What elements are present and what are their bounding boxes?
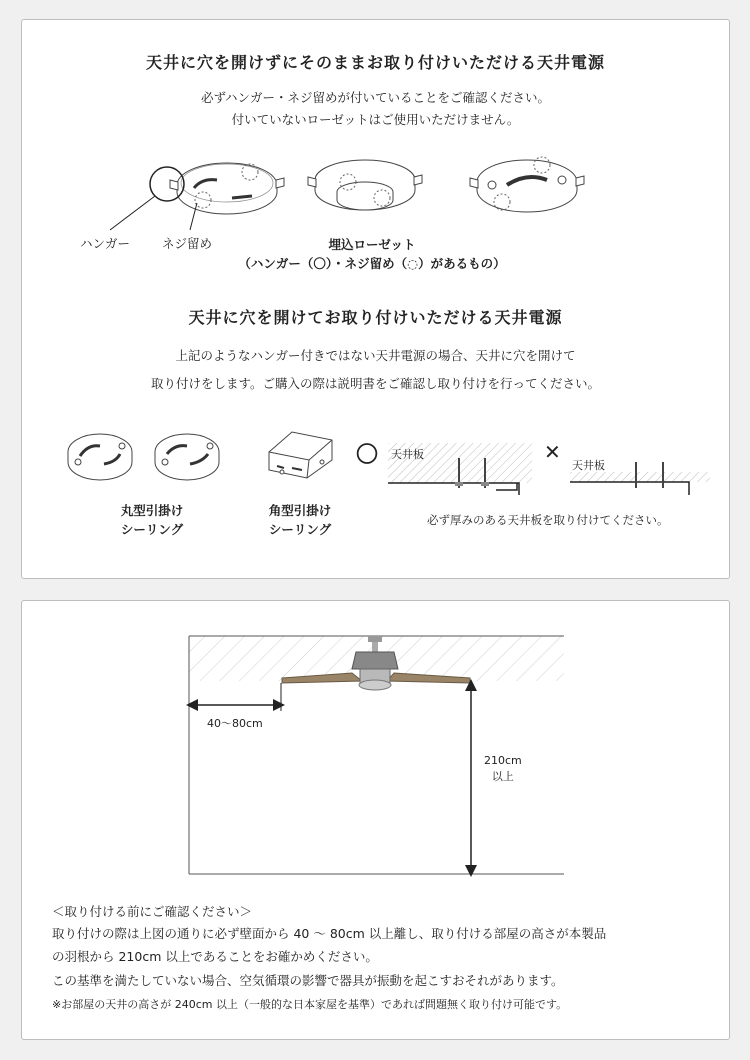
dim-height-line2: 以上 — [491, 770, 514, 783]
installation-clearance-panel — [21, 600, 730, 1040]
desc-with-hole-line2: 取り付けをします。ご購入の際は説明書をご確認し取り付けを行ってください。 — [150, 376, 600, 391]
dim-height-line1: 210cm — [484, 754, 522, 767]
label-round-line2: シーリング — [120, 522, 184, 537]
note-line3: この基準を満たしていない場合、空気循環の影響で器具が振動を起こすおそれがあります。 — [52, 973, 564, 988]
note-line2: の羽根から 210cm 以上であることをお確かめください。 — [52, 949, 378, 964]
board-label-ok: 天井板 — [391, 448, 424, 461]
rosette-top-view-illustration — [470, 157, 584, 212]
label-square-line1: 角型引掛け — [268, 503, 332, 518]
title-no-hole: 天井に穴を開けずにそのままお取り付けいただける天井電源 — [145, 53, 605, 72]
label-round-line1: 丸型引掛け — [120, 503, 184, 518]
ok-mark: 〇 — [356, 443, 379, 468]
note-line4: ※お部屋の天井の高さが 240cm 以上（一般的な日本家屋を基準）であれば問題無く取り付け可能です。 — [52, 998, 568, 1011]
label-square-line2: シーリング — [268, 522, 332, 537]
round-ceiling-illustration-2 — [155, 434, 219, 480]
label-hanger: ハンガー — [80, 236, 131, 251]
label-round-ceiling — [82, 501, 222, 539]
ceiling-power-info-panel — [21, 19, 730, 579]
label-embedded-rosette — [222, 235, 522, 273]
square-ceiling-illustration — [269, 432, 332, 478]
note-line1: 取り付けの際は上図の通りに必ず壁面から 40 〜 80cm 以上離し、取り付ける部屋の高さが本製品 — [52, 926, 607, 941]
title-with-hole: 天井に穴を開けてお取り付けいただける天井電源 — [188, 308, 563, 327]
round-ceiling-illustration-1 — [68, 434, 132, 480]
dim-height — [484, 753, 522, 785]
embedded-rosette-illustration — [308, 160, 422, 210]
rosette-with-hanger-illustration — [110, 163, 284, 230]
note-heading: ＜取り付ける前にご確認ください＞ — [52, 904, 253, 919]
board-label-ng: 天井板 — [572, 459, 605, 472]
label-screw: ネジ留め — [162, 236, 213, 251]
desc-no-hole-line2: 付いていないローゼットはご使用いただけません。 — [231, 112, 520, 127]
board-note: 必ず厚みのある天井板を取り付けてください。 — [427, 513, 669, 527]
ng-mark: ✕ — [544, 440, 561, 464]
label-embedded-line1: 埋込ローゼット — [328, 237, 416, 252]
label-square-ceiling — [240, 501, 360, 539]
label-embedded-line2: （ハンガー（〇）・ネジ留め（◌）があるもの） — [238, 256, 506, 271]
dim-wall-distance: 40〜80cm — [207, 717, 263, 730]
desc-no-hole-line1: 必ずハンガー・ネジ留めが付いていることをご確認ください。 — [200, 90, 550, 105]
rosette-illustrations — [22, 20, 731, 580]
desc-with-hole-line1: 上記のようなハンガー付きではない天井電源の場合、天井に穴を開けて — [175, 348, 576, 363]
